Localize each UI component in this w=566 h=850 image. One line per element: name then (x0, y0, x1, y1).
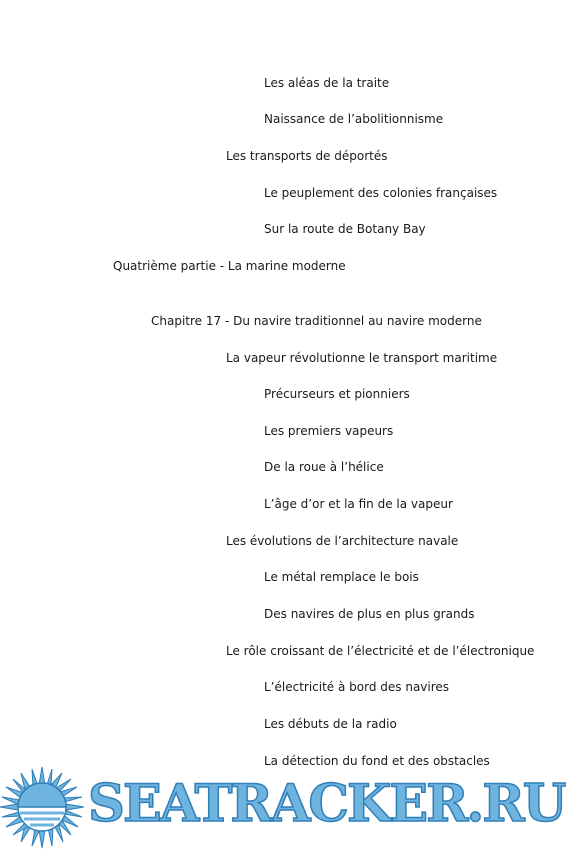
toc-entry: Naissance de l’abolitionnisme (264, 112, 444, 126)
toc-entry: L’électricité à bord des navires (264, 680, 450, 694)
toc-entry: Le métal remplace le bois (264, 570, 419, 584)
toc-entry: Les premiers vapeurs (264, 424, 394, 438)
toc-entry: Sur la route de Botany Bay (264, 222, 426, 236)
toc-entry: La détection du fond et des obstacles (264, 754, 490, 768)
toc-entry: Des navires de plus en plus grands (264, 607, 475, 621)
watermark (0, 765, 566, 850)
toc-entry: Le rôle croissant de l’électricité et de l’électronique (226, 644, 535, 658)
toc-chapter-heading: Chapitre 17 - Du navire traditionnel au navire moderne (151, 314, 482, 328)
sun-icon (0, 765, 88, 850)
toc-part-heading: Quatrième partie - La marine moderne (113, 259, 346, 273)
toc-entry: La vapeur révolutionne le transport maritime (226, 351, 498, 365)
watermark-text: SEATRACKER.RU (88, 774, 566, 834)
toc-entry: Précurseurs et pionniers (264, 387, 410, 401)
toc-entry: Les débuts de la radio (264, 717, 397, 731)
toc-entry: De la roue à l’hélice (264, 460, 384, 474)
toc-entry: L’âge d’or et la fin de la vapeur (264, 497, 453, 511)
toc-entry: Les évolutions de l’architecture navale (226, 534, 459, 548)
toc-entry: Les aléas de la traite (264, 76, 390, 90)
toc-entry: Les transports de déportés (226, 149, 388, 163)
toc-entry: Le peuplement des colonies françaises (264, 186, 498, 200)
